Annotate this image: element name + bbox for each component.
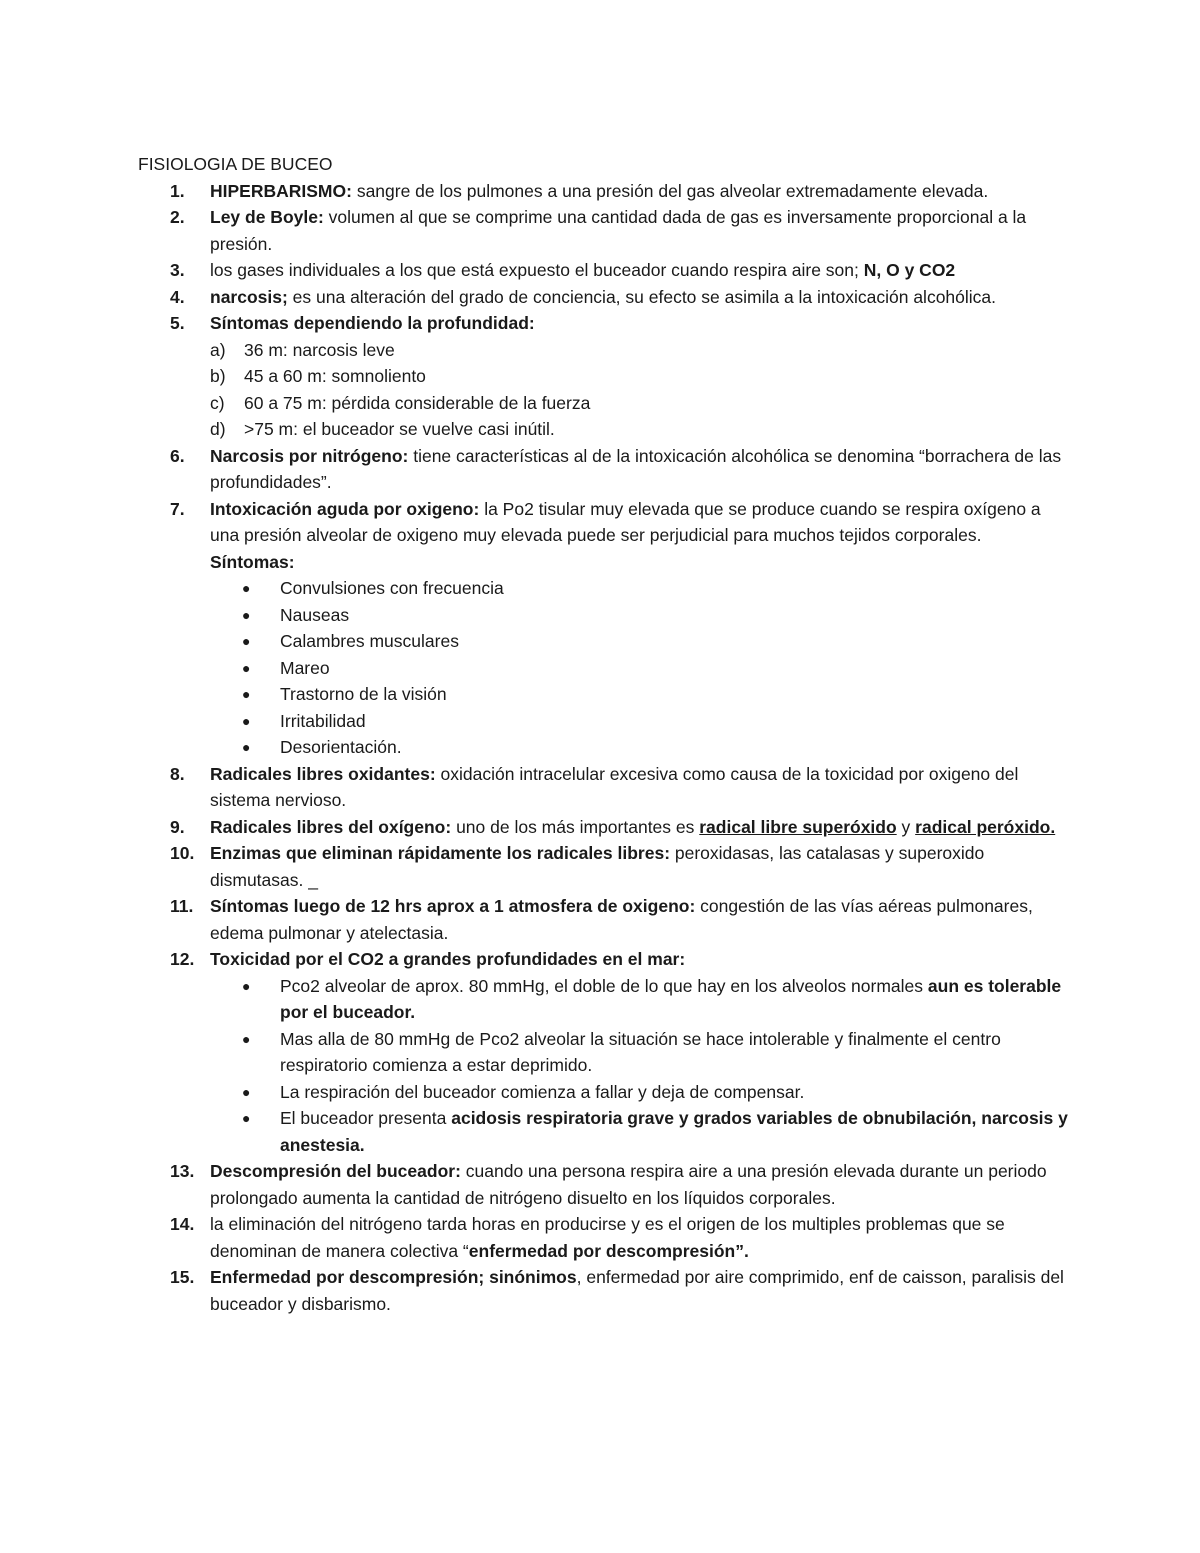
bullet-item — [242, 734, 1068, 761]
item-term: Radicales libres oxidantes: — [210, 763, 436, 784]
document-content — [138, 151, 1068, 1317]
list-item — [138, 204, 1068, 257]
list-item — [138, 1264, 1068, 1317]
bullet-item — [242, 1079, 1068, 1106]
item-term: Intoxicación aguda por oxigeno: — [210, 498, 480, 519]
item-number: 13. — [170, 1161, 195, 1181]
sub-list — [210, 337, 1068, 443]
bullet-icon: ● — [242, 606, 251, 623]
bullet-list — [210, 973, 1068, 1159]
item-number: 5. — [170, 313, 185, 333]
bullet-icon: ● — [242, 712, 251, 729]
bullet-icon: ● — [242, 633, 251, 649]
list-item — [138, 257, 1068, 284]
item-text: la Po2 tisular muy elevada que se produce cuando se respira oxígeno a una presión alveolar de oxigeno muy elevada puede ser perjudicial para muchos tejidos corporales. — [210, 498, 1041, 545]
bullet-item — [242, 655, 1068, 682]
bullet-text: Desorientación. — [280, 737, 402, 757]
item-term: Ley de Boyle: — [210, 207, 324, 227]
sub-text: 60 a 75 m: pérdida considerable de la fuerza — [244, 392, 591, 413]
sub-list-item — [210, 390, 1068, 417]
bullet-text: Pco2 alveolar de aprox. 80 mmHg, el doble de lo que hay en los alveolos normales — [280, 975, 928, 996]
list-item — [138, 496, 1068, 761]
list-item — [138, 761, 1068, 814]
sub-text: >75 m: el buceador se vuelve casi inútil. — [244, 419, 555, 439]
item-text: la eliminación del nitrógeno tarda horas en producirse y es el origen de los multiples problemas que se denominan de manera colectiva “ — [210, 1214, 1005, 1261]
bullet-text: Irritabilidad — [280, 710, 366, 731]
bullet-item — [242, 602, 1068, 629]
bullet-text: Nauseas — [280, 604, 350, 625]
item-number: 7. — [170, 498, 185, 519]
item-number: 2. — [170, 207, 185, 227]
item-term: Narcosis por nitrógeno: — [210, 445, 409, 466]
list-item — [138, 814, 1068, 841]
item-term: Síntomas luego de 12 hrs aprox a 1 atmosfera de oxigeno: — [210, 896, 696, 916]
list-item — [138, 310, 1068, 443]
list-item — [138, 1211, 1068, 1264]
bullet-text: Calambres musculares — [280, 631, 459, 651]
list-item — [138, 946, 1068, 1158]
item-term: Radicales libres del oxígeno: — [210, 816, 452, 837]
list-item — [138, 284, 1068, 311]
item-number: 15. — [170, 1267, 195, 1287]
bullet-icon: ● — [242, 977, 251, 994]
item-text: oxidación intracelular excesiva como causa de la toxicidad por oxigeno del sistema nervioso. — [210, 763, 1019, 810]
bullet-text: El buceador presenta — [280, 1108, 452, 1128]
item-term: Enzimas que eliminan rápidamente los radicales libres: — [210, 843, 671, 863]
item-number: 14. — [170, 1214, 195, 1234]
sub-text: 36 m: narcosis leve — [244, 339, 395, 360]
bullet-icon: ● — [242, 686, 251, 702]
bullet-list — [210, 575, 1068, 761]
bullet-icon: ● — [242, 1083, 251, 1100]
item-number: 1. — [170, 180, 185, 201]
item-number: 10. — [170, 843, 195, 863]
bullet-bold-text: acidosis respiratoria grave y grados variables de obnubilación, narcosis y anestesia. — [280, 1108, 1068, 1155]
page-title: FISIOLOGIA DE BUCEO — [138, 154, 333, 174]
bullet-icon: ● — [242, 739, 251, 755]
bullet-text: Mareo — [280, 657, 330, 678]
bullet-icon: ● — [242, 1030, 251, 1047]
item-text: peroxidasas, las catalasas y superoxido dismutasas. _ — [210, 843, 985, 890]
sub-text: 45 a 60 m: somnoliento — [244, 366, 426, 386]
item-term: Síntomas: — [210, 551, 295, 572]
item-term: narcosis; — [210, 286, 288, 307]
item-number: 6. — [170, 445, 185, 466]
item-term: Toxicidad por el CO2 a grandes profundidades en el mar: — [210, 949, 686, 969]
numbered-list — [138, 178, 1068, 1318]
sub-label: c) — [210, 392, 225, 413]
item-text: es una alteración del grado de conciencia, su efecto se asimila a la intoxicación alcohólica. — [287, 286, 997, 307]
bullet-item — [242, 973, 1068, 1026]
item-number: 8. — [170, 763, 185, 784]
item-text: volumen al que se comprime una cantidad dada de gas es inversamente proporcional a la presión. — [210, 207, 1027, 254]
underlined-term: radical peróxido. — [915, 816, 1056, 837]
bullet-icon: ● — [242, 659, 251, 676]
sub-list-item — [210, 416, 1068, 443]
sub-label: d) — [210, 419, 226, 439]
list-item — [138, 840, 1068, 893]
item-term: HIPERBARISMO: — [210, 180, 352, 201]
item-number: 9. — [170, 816, 185, 837]
item-number: 12. — [170, 949, 195, 969]
item-text: y — [896, 816, 916, 837]
item-text: sangre de los pulmones a una presión del gas alveolar extremadamente elevada. — [351, 180, 989, 201]
list-item — [138, 1158, 1068, 1211]
item-term: enfermedad por descompresión — [468, 1240, 736, 1261]
bullet-text: Mas alla de 80 mmHg de Pco2 alveolar la situación se hace intolerable y finalmente el centro respiratorio comienza a estar deprimido. — [280, 1028, 1001, 1075]
bullet-item — [242, 628, 1068, 655]
bullet-bold-text: aun es tolerable por el buceador. — [280, 975, 1062, 1022]
list-item — [138, 893, 1068, 946]
bullet-item — [242, 575, 1068, 602]
item-text: tiene características al de la intoxicación alcohólica se denomina “borrachera de las profundidades”. — [210, 445, 1062, 492]
item-term: Enfermedad por descompresión; sinónimos — [210, 1267, 577, 1287]
sub-label: a) — [210, 339, 226, 360]
item-text: congestión de las vías aéreas pulmonares, edema pulmonar y atelectasia. — [210, 896, 1033, 943]
list-item — [138, 443, 1068, 496]
bullet-icon: ● — [242, 580, 251, 596]
sub-list-item — [210, 337, 1068, 364]
item-text: uno de los más importantes es — [451, 816, 700, 837]
bullet-item — [242, 1026, 1068, 1079]
item-number: 3. — [170, 260, 185, 280]
item-term: Síntomas dependiendo la profundidad: — [210, 313, 535, 333]
item-term: N, O y CO2 — [863, 260, 956, 280]
sub-list-item — [210, 363, 1068, 390]
item-number: 11. — [170, 896, 194, 916]
list-item — [138, 178, 1068, 205]
item-term: Descompresión del buceador: — [210, 1161, 461, 1181]
item-text: , enfermedad por aire comprimido, enf de caisson, paralisis del buceador y disbarismo. — [210, 1267, 1064, 1314]
item-text: los gases individuales a los que está expuesto el buceador cuando respira aire son; — [210, 260, 864, 280]
bullet-text: Trastorno de la visión — [280, 684, 447, 704]
bullet-item — [242, 681, 1068, 708]
bullet-item — [242, 1105, 1068, 1158]
underlined-term: radical libre superóxido — [699, 816, 897, 837]
item-number: 4. — [170, 286, 185, 307]
sub-label: b) — [210, 366, 226, 386]
item-text: ”. — [735, 1240, 749, 1261]
bullet-text: Convulsiones con frecuencia — [280, 578, 504, 598]
bullet-item — [242, 708, 1068, 735]
item-text: cuando una persona respira aire a una presión elevada durante un periodo prolongado aumenta la cantidad de nitrógeno disuelto en los líquidos corporales. — [210, 1161, 1047, 1208]
bullet-text: La respiración del buceador comienza a fallar y deja de compensar. — [280, 1081, 805, 1102]
bullet-icon: ● — [242, 1110, 251, 1126]
